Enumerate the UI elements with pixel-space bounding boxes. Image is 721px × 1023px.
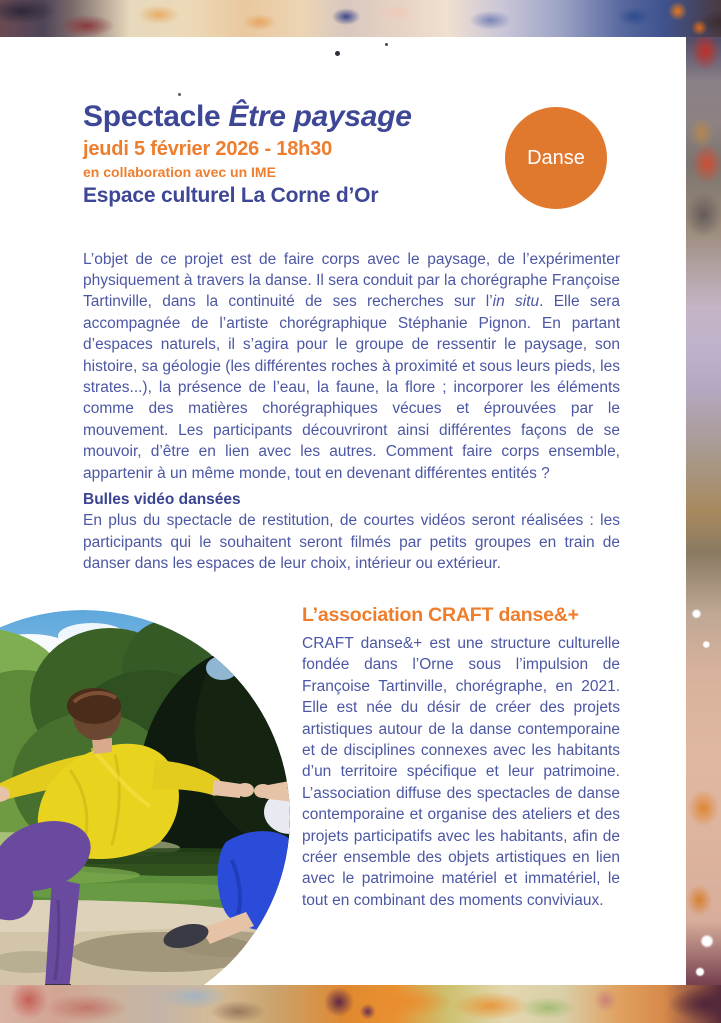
spray-paint-border-right <box>686 0 721 1023</box>
header <box>83 100 503 208</box>
section-heading: Bulles vidéo dansées <box>83 491 241 508</box>
event-date: jeudi 5 février 2026 - 18h30 <box>83 138 332 160</box>
collaboration-note: en collaboration avec un IME <box>83 164 276 180</box>
intro-paragraph <box>83 249 620 484</box>
spray-paint-border-top <box>0 0 721 37</box>
paint-speck <box>178 93 181 96</box>
intro-text-a: L’objet de ce projet est de faire corps avec le paysage, de l’expérimenter physiquement à travers la danse. Il sera conduit par la chorégraphe Françoise Tartinville, dans la continuité de ses recherches sur l’ <box>83 250 620 311</box>
section-association-craft <box>302 604 620 911</box>
association-body: CRAFT danse&+ est une structure culturelle fondée dans l’Orne sous l’impulsion de Françoise Tartinville, chorégraphe, en 2021. Elle est née du désir de créer des projets artistiques autour de la danse contemporaine et de disciplines connexes avec les habitants d’un territoire spécifique et leur patrimoine. L’association diffuse des spectacles de danse contemporaine et organise des ateliers et des projets participatifs avec les habitants, afin de créer ensemble des objets artistiques en lien avec le patrimoine matériel et immatériel, le tout en combinant des moments conviviaux. <box>302 635 620 909</box>
page-title <box>83 100 503 133</box>
title-regular: Spectacle <box>83 100 229 133</box>
paint-speck <box>335 51 340 56</box>
category-badge-danse <box>505 107 607 209</box>
spray-paint-border-bottom <box>0 985 721 1023</box>
venue-name: Espace culturel La Corne d’Or <box>83 184 379 207</box>
section-bulles-video <box>83 489 620 575</box>
association-heading: L’association CRAFT danse&+ <box>302 604 579 626</box>
paint-speck <box>385 43 388 46</box>
intro-text-italic: in situ <box>492 293 540 311</box>
event-photo <box>0 610 290 1023</box>
intro-text-b: . Elle sera accompagnée de l’artiste chorégraphique Stéphanie Pignon. En partant d’espaces naturels, il s’agira pour le groupe de ressentir le paysage, son histoire, sa géologie (les différentes roches à proximité et sous leurs pieds, les strates...), la présence de l’eau, la faune, la flore ; incorporer les éléments comme des matières chorégraphiques vécues et éprouvées par le mouvement. Les participants découvriront ainsi différentes façons de se mouvoir, d’être en lien avec les autres. Comment faire corps ensemble, appartenir à un même monde, tout en devenant différentes entités ? <box>83 293 620 482</box>
dancers-photo-illustration <box>0 610 290 1023</box>
title-italic: Être paysage <box>228 100 412 133</box>
badge-label: Danse <box>527 146 585 169</box>
section-body: En plus du spectacle de restitution, de courtes vidéos seront réalisées : les participants qui le souhaitent seront filmés par petits groupes en train de danser dans les espaces de leur choix, intérieur ou extérieur. <box>83 512 620 573</box>
